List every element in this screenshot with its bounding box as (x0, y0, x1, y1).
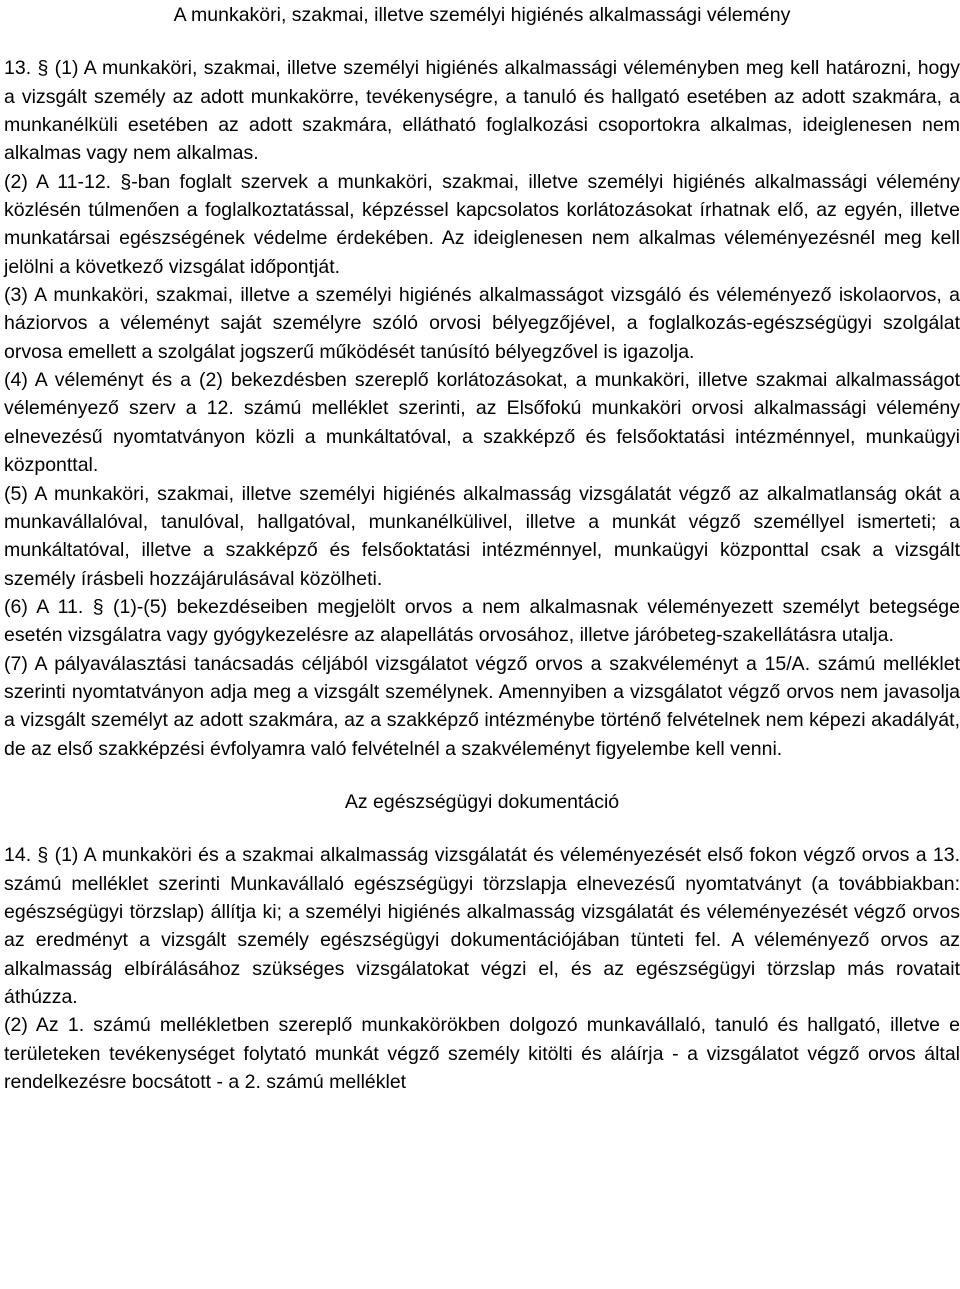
paragraph-14-1: 14. § (1) A munkaköri és a szakmai alkalmasság vizsgálatát és véleményezését első fokon végző orvos a 13. számú melléklet szerinti Munkavállaló egészségügyi törzslapja elnevezésű nyomtatványt (a továbbiakban: egészségügyi törzslap) állítja ki; a személyi higiénés alkalmasság vizsgálatát és véleményezését végző orvos az eredményt a vizsgált személy egészségügyi dokumentációjában tünteti fel. A véleményező orvos az alkalmasság elbírálásához szükséges vizsgálatokat végzi el, és az egészségügyi törzslap más rovatait áthúzza. (4, 844, 960, 1008)
section-title-health-documentation: Az egészségügyi dokumentáció (344, 790, 620, 813)
paragraph-13-6: (6) A 11. § (1)-(5) bekezdéseiben megjelölt orvos a nem alkalmasnak véleményezett személyt betegsége esetén vizsgálatra vagy gyógykezelésre az alapellátás orvosához, illetve járóbeteg-szakellátásra utalja. (4, 595, 960, 647)
paragraph-13-7: (7) A pályaválasztási tanácsadás céljából vizsgálatot végző orvos a szakvéleményt a 15/A. számú melléklet szerinti nyomtatványon adja meg a vizsgált személynek. Amennyiben a vizsgálatot végző orvos nem javasolja a vizsgált személyt az adott szakmára, az a szakképző intézménybe történő felvételnek nem képezi akadályát, de az első szakképzési évfolyamra való felvételnél a szakvéleményt figyelembe kell venni. (4, 652, 960, 760)
paragraph-13-5: (5) A munkaköri, szakmai, illetve személyi higiénés alkalmasság vizsgálatát végző az alkalmatlanság okát a munkavállalóval, tanulóval, hallgatóval, munkanélkülivel, illetve a munkát végző személlyel ismerteti; a munkáltatóval, illetve a szakképző és felsőoktatási intézménnyel, munkaügyi központtal csak a vizsgált személy írásbeli hozzájárulásával közölheti. (4, 482, 960, 590)
section-title-suitability-opinion: A munkaköri, szakmai, illetve személyi higiénés alkalmassági vélemény (173, 4, 791, 26)
paragraph-13-2: (2) A 11-12. §-ban foglalt szervek a munkaköri, szakmai, illetve személyi higiénés alkalmassági vélemény közlésén túlmenően a foglalkoztatással, képzéssel kapcsolatos korlátozásokat írhatnak elő, az egyén, illetve munkatársai egészségének védelme érdekében. Az ideiglenesen nem alkalmas véleményezésnél meg kell jelölni a következő vizsgálat időpontját. (4, 170, 960, 278)
paragraph-13-3: (3) A munkaköri, szakmai, illetve a személyi higiénés alkalmasságot vizsgáló és véleményező iskolaorvos, a háziorvos a véleményt saját személyre szóló orvosi bélyegzőjével, a foglalkozás-egészségügyi szolgálat orvosa emellett a szolgálat jogszerű működését tanúsító bélyegzővel is igazolja. (4, 284, 960, 363)
paragraph-13-4: (4) A véleményt és a (2) bekezdésben szereplő korlátozásokat, a munkaköri, illetve szakmai alkalmasságot véleményező szerv a 12. számú melléklet szerinti, az Elsőfokú munkaköri orvosi alkalmassági vélemény elnevezésű nyomtatványon közli a munkáltatóval, a szakképző és felsőoktatási intézménnyel, munkaügyi központtal. (4, 369, 960, 477)
paragraph-14-2: (2) Az 1. számú mellékletben szereplő munkakörökben dolgozó munkavállaló, tanuló és hallgató, illetve e területeken tevékenységet folytató munkát végző személy kitölti és aláírja - a vizsgálatot végző orvos által rendelkezésre bocsátott - a 2. számú melléklet (4, 1014, 960, 1094)
paragraph-13-1: 13. § (1) A munkaköri, szakmai, illetve személyi higiénés alkalmassági véleményben meg kell határozni, hogy a vizsgált személy az adott munkakörre, tevékenységre, a tanuló és hallgató esetében az adott szakmára, a munkanélküli esetében az adott szakmára, ellátható foglalkozási csoportokra alkalmas, ideiglenesen nem alkalmas vagy nem alkalmas. (4, 57, 960, 165)
document-page (4, 0, 960, 1096)
